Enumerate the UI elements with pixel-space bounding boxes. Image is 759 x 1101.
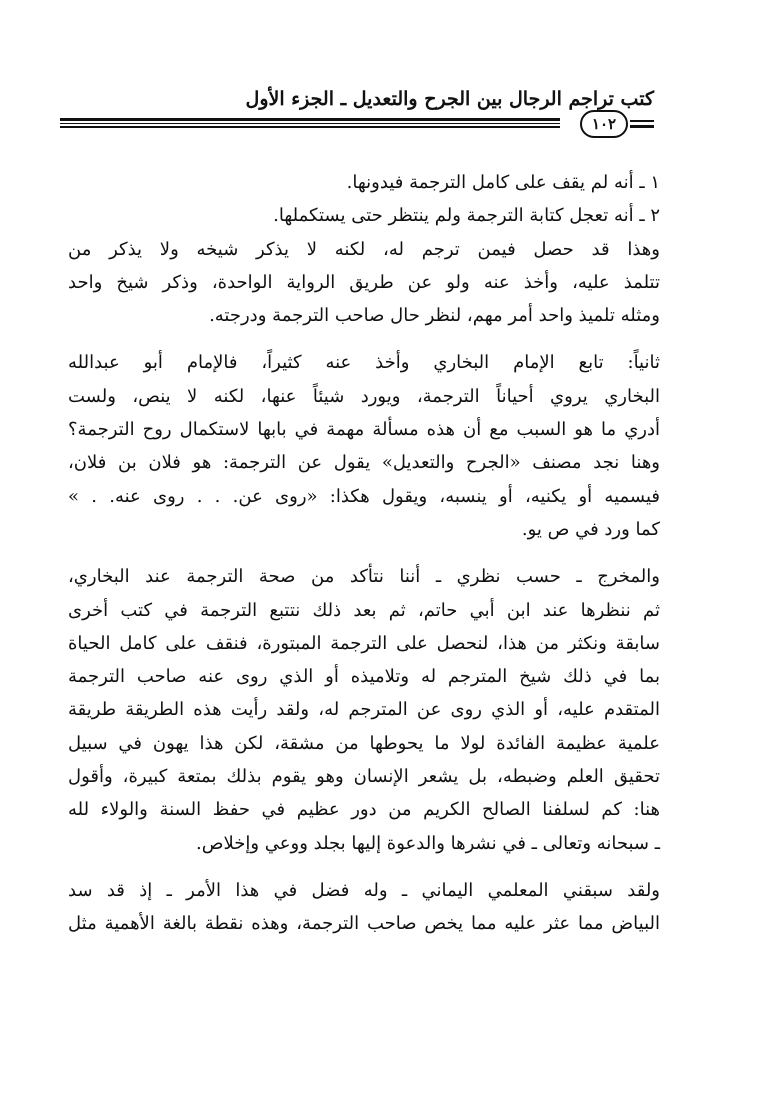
text-line: والمخرج ـ حسب نظري ـ أننا نتأكد من صحة الترجمة عند البخاري، <box>68 566 660 588</box>
paragraph-3 <box>68 560 660 860</box>
paragraph-4 <box>68 874 660 941</box>
text-line: وهنا نجد مصنف «الجرح والتعديل» يقول عن الترجمة: هو فلان بن فلان، <box>68 452 660 474</box>
text-line: هنا: كم لسلفنا الصالح الكريم من دور عظيم في حفظ السنة والولاء لله <box>68 799 660 821</box>
page-number-rule <box>630 120 654 122</box>
paragraph-1 <box>68 233 660 333</box>
text-line: ـ سبحانه وتعالى ـ في نشرها والدعوة إليها بجلد ووعي وإخلاص. <box>196 832 660 854</box>
page-header <box>60 88 654 148</box>
text-line: أدري ما هو السبب مع أن هذه مسألة مهمة في بابها لاستكمال روح الترجمة؟ <box>68 419 660 441</box>
text-line: فيسميه أو يكنيه، أو ينسبه، ويقول هكذا: «روى عن. . . روى عنه. . » <box>68 485 660 507</box>
page-body <box>68 166 660 941</box>
page-number: ١٠٢ <box>580 110 628 138</box>
text-line: بما في ذلك شيخ المترجم له وتلاميذه أو الذي روى عنه صاحب الترجمة <box>68 666 660 688</box>
page-number-rule-lower <box>630 125 654 128</box>
text-line: تتلمذ عليه، وأخذ عنه ولو عن طريق الرواية الواحدة، وذكر شيخ واحد <box>68 271 660 293</box>
list <box>68 166 660 233</box>
header-rule-thick <box>60 118 560 121</box>
text-line: ولقد سبقني المعلمي اليماني ـ وله فضل في هذا الأمر ـ إذ قد سد <box>68 879 660 901</box>
list-item: ١ ـ أنه لم يقف على كامل الترجمة فيدونها. <box>346 172 660 193</box>
text-line: سابقة ونكثر من هذا، لنحصل على الترجمة المبتورة، فنقف على كامل الحياة <box>68 632 660 654</box>
paragraph-2 <box>68 346 660 546</box>
text-line: المتقدم عليه، أو الذي روى عن المترجم له، ولقد رأيت هذه الطريقة طريقة <box>68 699 660 721</box>
text-line: ومثله تلميذ واحد أمر مهم، لنظر حال صاحب الترجمة ودرجته. <box>209 305 660 327</box>
header-rule-thin <box>60 123 560 124</box>
text-line: كما ورد في ص يو. <box>521 518 660 540</box>
text-line: علمية عظيمة الفائدة لولا ما يحوطها من مشقة، لكن هذا يهون في سبيل <box>68 732 660 754</box>
list-item: ٢ ـ أنه تعجل كتابة الترجمة ولم ينتظر حتى يستكملها. <box>273 205 660 227</box>
text-line: ثم ننظرها عند ابن أبي حاتم، ثم بعد ذلك نتتبع الترجمة في كتب أخرى <box>68 599 660 621</box>
text-line: وهذا قد حصل فيمن ترجم له، لكنه لا يذكر شيخه ولا يذكر من <box>68 238 660 260</box>
text-line: ثانياً: تابع الإمام البخاري وأخذ عنه كثيراً، فالإمام أبو عبدالله <box>68 352 660 374</box>
running-title: كتب تراجم الرجال بين الجرح والتعديل ـ الجزء الأول <box>245 88 654 110</box>
text-line: البياض مما عثر عليه مما يخص صاحب الترجمة، وهذه نقطة بالغة الأهمية مثل <box>68 913 660 935</box>
header-rule-bottom <box>60 126 560 128</box>
text-line: تحقيق العلم وضبطه، بل يشعر الإنسان وهو يقوم بذلك بمتعة كبيرة، وأقول <box>68 766 660 788</box>
text-line: البخاري يروي أحياناً الترجمة، ويورد شيئاً عنها، لكنه لا ينص، ولست <box>68 385 660 407</box>
